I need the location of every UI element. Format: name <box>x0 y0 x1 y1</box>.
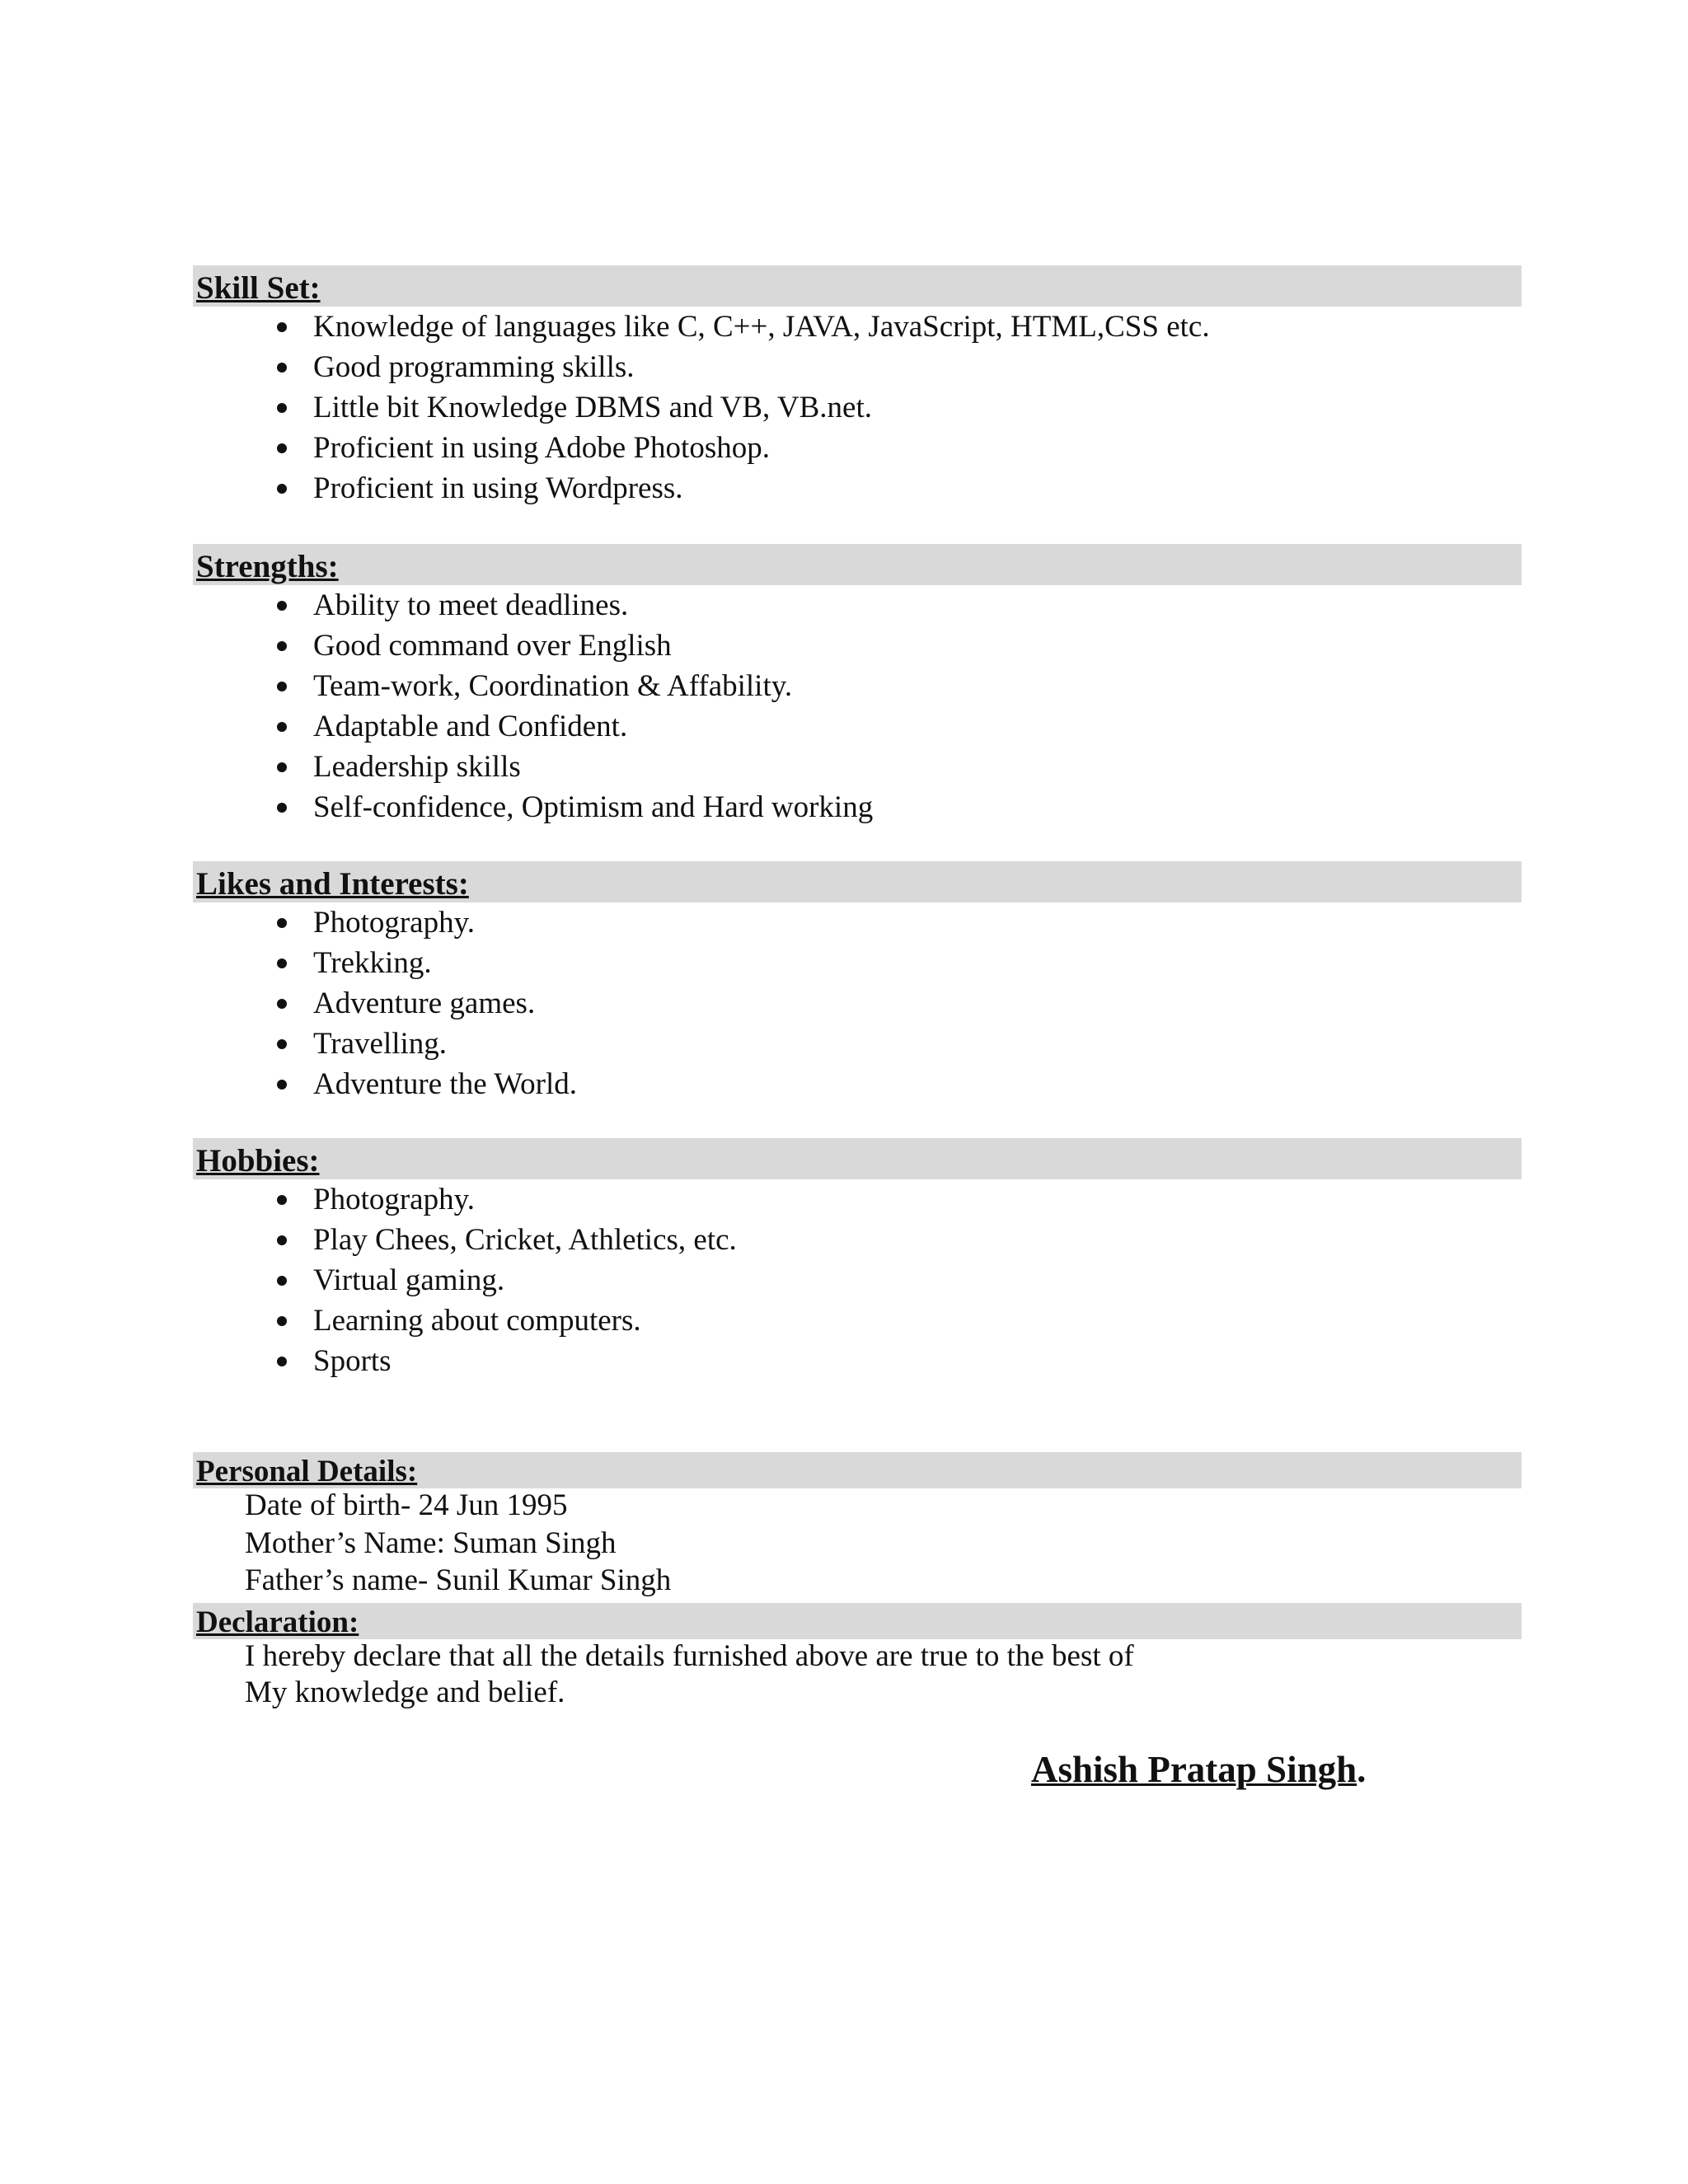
bullet-icon <box>277 918 287 928</box>
list-item: Photography. <box>193 1179 737 1220</box>
list-item: Good programming skills. <box>193 347 1210 387</box>
fathers-name: Father’s name- Sunil Kumar Singh <box>245 1563 672 1597</box>
bullet-icon <box>277 682 287 691</box>
bullet-icon <box>277 762 287 772</box>
list-item: Self-confidence, Optimism and Hard working <box>193 787 873 827</box>
date-of-birth: Date of birth- 24 Jun 1995 <box>245 1488 568 1522</box>
skill-set-heading: Skill Set: <box>193 265 1522 307</box>
list-item: Proficient in using Adobe Photoshop. <box>193 428 1210 468</box>
bullet-icon <box>277 1357 287 1366</box>
bullet-icon <box>277 958 287 968</box>
bullet-icon <box>277 443 287 453</box>
list-item: Adaptable and Confident. <box>193 706 873 747</box>
bullet-icon <box>277 1080 287 1090</box>
list-item: Sports <box>193 1341 737 1381</box>
bullet-icon <box>277 403 287 413</box>
bullet-icon <box>277 1039 287 1049</box>
bullet-icon <box>277 641 287 651</box>
signature <box>1031 1748 1366 1791</box>
bullet-icon <box>277 363 287 373</box>
skill-set-list <box>193 307 1210 509</box>
hobbies-list <box>193 1179 737 1381</box>
likes-heading: Likes and Interests: <box>193 861 1522 902</box>
list-item: Virtual gaming. <box>193 1260 737 1301</box>
list-item: Proficient in using Wordpress. <box>193 468 1210 509</box>
bullet-icon <box>277 322 287 332</box>
personal-details-heading: Personal Details: <box>193 1452 1522 1488</box>
signature-name: Ashish Pratap Singh <box>1031 1749 1357 1790</box>
hobbies-heading: Hobbies: <box>193 1138 1522 1179</box>
bullet-icon <box>277 601 287 611</box>
bullet-icon <box>277 1235 287 1245</box>
strengths-heading: Strengths: <box>193 544 1522 585</box>
list-item: Travelling. <box>193 1024 577 1064</box>
likes-list <box>193 902 577 1104</box>
signature-period: . <box>1357 1749 1367 1790</box>
list-item: Team-work, Coordination & Affability. <box>193 666 873 706</box>
list-item: Photography. <box>193 902 577 943</box>
declaration-text-line-2: My knowledge and belief. <box>245 1675 565 1709</box>
list-item: Learning about computers. <box>193 1301 737 1341</box>
list-item: Knowledge of languages like C, C++, JAVA, JavaScript, HTML,CSS etc. <box>193 307 1210 347</box>
list-item: Little bit Knowledge DBMS and VB, VB.net. <box>193 387 1210 428</box>
list-item: Good command over English <box>193 626 873 666</box>
list-item: Leadership skills <box>193 747 873 787</box>
bullet-icon <box>277 999 287 1009</box>
list-item: Adventure games. <box>193 983 577 1024</box>
bullet-icon <box>277 1316 287 1326</box>
declaration-text-line-1: I hereby declare that all the details furnished above are true to the best of <box>245 1639 1134 1673</box>
strengths-list <box>193 585 873 827</box>
list-item: Play Chees, Cricket, Athletics, etc. <box>193 1220 737 1260</box>
bullet-icon <box>277 803 287 813</box>
bullet-icon <box>277 484 287 494</box>
bullet-icon <box>277 1276 287 1286</box>
bullet-icon <box>277 722 287 732</box>
mothers-name: Mother’s Name: Suman Singh <box>245 1526 617 1560</box>
declaration-heading: Declaration: <box>193 1603 1522 1639</box>
list-item: Ability to meet deadlines. <box>193 585 873 626</box>
list-item: Trekking. <box>193 943 577 983</box>
list-item: Adventure the World. <box>193 1064 577 1104</box>
bullet-icon <box>277 1195 287 1205</box>
